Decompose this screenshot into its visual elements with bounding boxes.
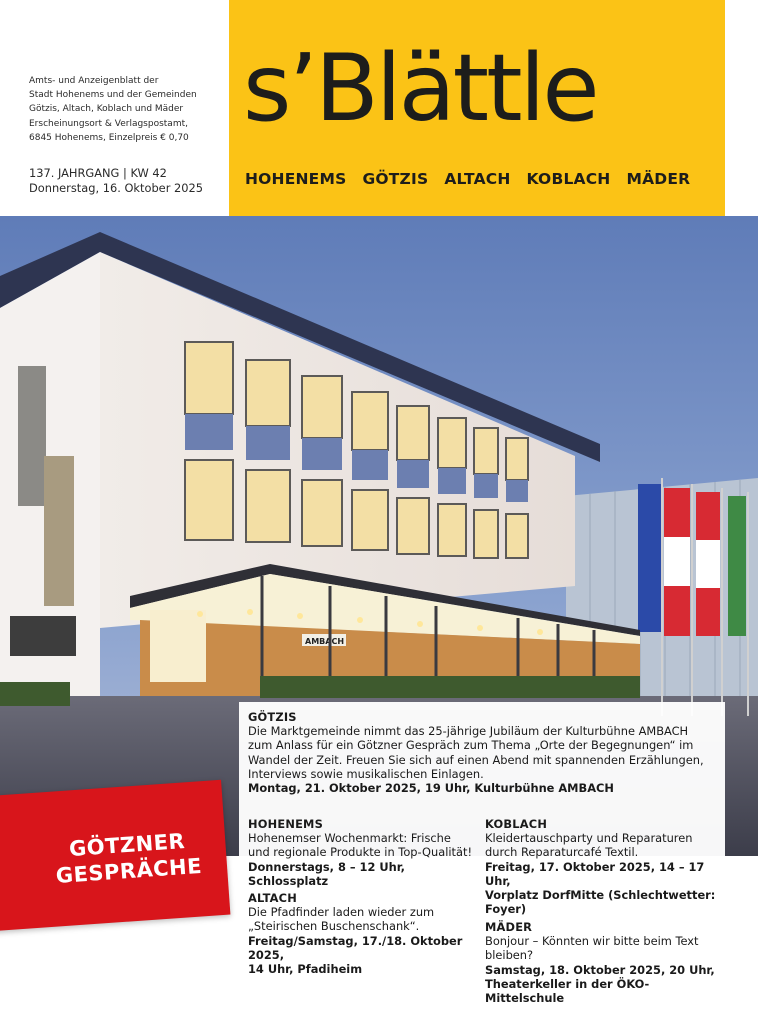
event-text: „Steirischen Buschenschank“. (248, 919, 420, 934)
event-hohenems (248, 817, 478, 888)
event-text: Die Marktgemeinde nimmt das 25-jährige Jubiläum der Kulturbühne AMBACH (248, 724, 689, 739)
imprint-line: 6845 Hohenems, Einzelpreis € 0,70 (29, 132, 189, 143)
imprint-line: Erscheinungsort & Verlagspostamt, (29, 118, 188, 129)
issue-info (29, 166, 229, 196)
imprint-line: Amts- und Anzeigenblatt der (29, 76, 159, 86)
town-hohenems: HOHENEMS (245, 170, 347, 188)
event-when: 14 Uhr, Pfadiheim (248, 962, 363, 977)
town-maeder: MÄDER (626, 170, 691, 188)
event-when: Montag, 21. Oktober 2025, 19 Uhr, Kulturbühne AMBACH (248, 781, 614, 796)
event-title: GÖTZIS (248, 710, 297, 724)
event-text: und regionale Produkte in Top-Qualität! (248, 845, 473, 860)
event-text: Bonjour – Könnten wir bitte beim Text (485, 934, 699, 949)
town-goetzis: GÖTZIS (362, 170, 429, 188)
event-when: Vorplatz DorfMitte (Schlechtwetter: (485, 888, 716, 903)
event-text: bleiben? (485, 948, 534, 963)
town-altach: ALTACH (444, 170, 511, 188)
event-when: Samstag, 18. Oktober 2025, 20 Uhr, (485, 962, 715, 977)
ambach-sign: AMBACH (305, 637, 345, 646)
event-koblach (485, 817, 723, 916)
masthead-logo: s’Blättle (243, 34, 597, 142)
event-title: KOBLACH (485, 817, 548, 831)
event-text: Die Pfadfinder laden wieder zum (248, 905, 435, 920)
imprint-text (29, 74, 229, 145)
event-title: HOHENEMS (248, 817, 323, 831)
event-altach (248, 891, 480, 976)
masthead (229, 0, 725, 216)
event-text: Wandel der Zeit. Freuen Sie sich auf einen Abend mit spannenden Erzählungen, (248, 752, 704, 767)
event-title: MÄDER (485, 920, 533, 934)
badge-line: GÖTZNER (68, 829, 186, 862)
event-text: Kleidertauschparty und Reparaturen (485, 831, 693, 846)
town-koblach: KOBLACH (526, 170, 611, 188)
event-when: Freitag, 17. Oktober 2025, 14 – 17 Uhr, (485, 859, 705, 888)
event-text: zum Anlass für ein Götzner Gespräch zum Thema „Orte der Begegnungen“ im (248, 738, 694, 753)
event-when: Freitag/Samstag, 17./18. Oktober 2025, (248, 933, 463, 962)
event-text: durch Reparaturcafé Textil. (485, 845, 639, 860)
event-title: ALTACH (248, 891, 297, 905)
town-list (245, 170, 690, 188)
event-when: Foyer) (485, 902, 527, 917)
event-text: Hohenemser Wochenmarkt: Frische (248, 831, 451, 846)
issue-date: Donnerstag, 16. Oktober 2025 (29, 181, 203, 195)
issue-volume: 137. JAHRGANG | KW 42 (29, 166, 167, 180)
badge-line: GESPRÄCHE (55, 853, 203, 889)
imprint-line: Götzis, Altach, Koblach und Mäder (29, 104, 184, 115)
event-maeder (485, 920, 723, 1005)
imprint-line: Stadt Hohenems und der Gemeinden (29, 90, 197, 101)
event-when: Theaterkeller in der ÖKO-Mittelschule (485, 976, 650, 1006)
event-goetzis (248, 710, 724, 795)
event-when: Donnerstags, 8 – 12 Uhr, Schlossplatz (248, 859, 405, 888)
event-text: Interviews sowie musikalischen Einlagen. (248, 766, 484, 781)
